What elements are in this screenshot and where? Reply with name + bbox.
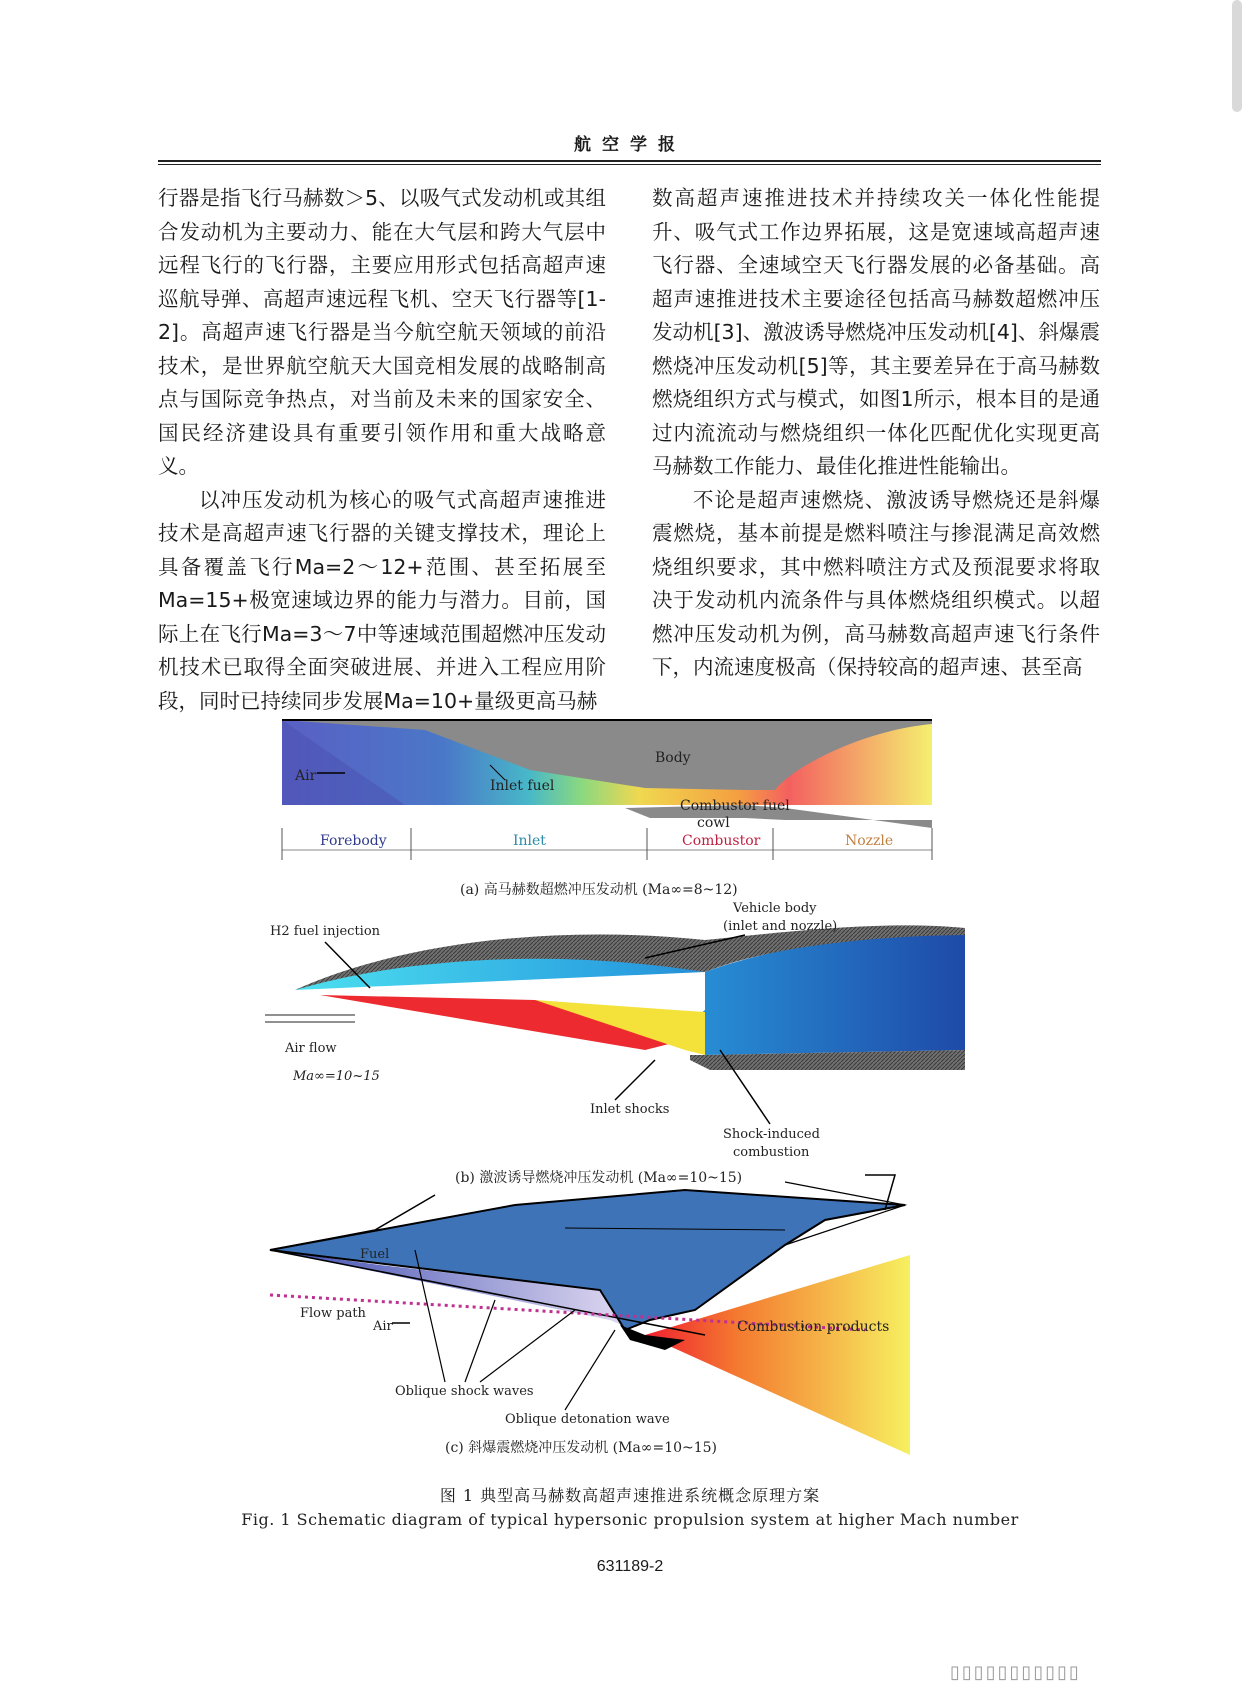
section-inlet: Inlet	[513, 833, 546, 849]
oblique-shock-label: Oblique shock waves	[395, 1384, 534, 1399]
right-column	[652, 182, 1100, 685]
section-combustor: Combustor	[682, 833, 761, 849]
left-column	[158, 182, 606, 718]
page-number: 631189-2	[596, 1558, 664, 1575]
caption-a: (a) 高马赫数超燃冲压发动机 (Ma∞=8~12)	[460, 882, 738, 898]
section-nozzle: Nozzle	[845, 833, 894, 849]
vehicle-body-label: Vehicle body	[733, 901, 817, 916]
air-flow-label: Air flow	[285, 1041, 337, 1056]
panel-a	[282, 720, 932, 898]
cowl-label: cowl	[697, 815, 730, 831]
scrollbar[interactable]	[1232, 0, 1242, 112]
h2-fuel-injection-label: H2 fuel injection	[270, 924, 381, 939]
panel-b	[265, 901, 965, 1186]
header-rule-thin	[158, 164, 1101, 165]
figure-caption-en: Fig. 1 Schematic diagram of typical hypersonic propulsion system at higher Mach number	[241, 1510, 1019, 1529]
panel-c	[270, 1175, 910, 1456]
inlet-fuel-label: Inlet fuel	[490, 778, 555, 794]
shock-induced-label: Shock-induced	[723, 1127, 820, 1142]
combustor-fuel-label: Combustor fuel	[680, 798, 790, 814]
fuel-label-c: Fuel	[360, 1247, 390, 1262]
paragraph: 行器是指飞行马赫数＞5、以吸气式发动机或其组合发动机为主要动力、能在大气层和跨大气层中远程飞行的飞行器，主要应用形式包括高超声速巡航导弹、高超声速远程飞机、空天飞行器等[1-2]。高超声速飞行器是当今航空航天领域的前沿技术，是世界航空航天大国竞相发展的战略制高点与国际竞争热点，对当前及未来的国家安全、国民经济建设具有重要引领作用和重大战略意义。	[158, 186, 606, 478]
journal-header: 航空学报	[574, 135, 686, 155]
body-label: Body	[655, 750, 691, 766]
flow-path-label: Flow path	[300, 1306, 366, 1321]
watermark-dots: ▯▯▯▯▯▯▯▯▯▯▯	[950, 1662, 1081, 1683]
combustion-products-label: Combustion products	[737, 1319, 890, 1335]
vehicle-body-sub-label: (inlet and nozzle)	[723, 919, 838, 934]
combustion-label: combustion	[733, 1145, 810, 1160]
inlet-shocks-label: Inlet shocks	[590, 1102, 670, 1117]
paragraph: 数高超声速推进技术并持续攻关一体化性能提升、吸气式工作边界拓展，这是宽速域高超声速飞行器、全速域空天飞行器发展的必备基础。高超声速推进技术主要途径包括高马赫数超燃冲压发动机[3]、激波诱导燃烧冲压发动机[4]、斜爆震燃烧冲压发动机[5]等，其主要差异在于高马赫数燃烧组织方式与模式，如图1所示，根本目的是通过内流流动与燃烧组织一体化匹配优化实现更高马赫数工作能力、最佳化推进性能输出。	[652, 186, 1100, 478]
air-label-c: Air	[373, 1319, 393, 1334]
figure-1	[265, 710, 995, 1470]
mach-label-b: Ma∞=10~15	[293, 1069, 380, 1084]
caption-b: (b) 激波诱导燃烧冲压发动机 (Ma∞=10~15)	[455, 1170, 743, 1186]
caption-c: (c) 斜爆震燃烧冲压发动机 (Ma∞=10~15)	[445, 1440, 718, 1456]
header-rule	[158, 160, 1101, 162]
oblique-detonation-label: Oblique detonation wave	[505, 1412, 670, 1427]
figure-caption-zh: 图 1 典型高马赫数高超声速推进系统概念原理方案	[439, 1486, 821, 1505]
paragraph: 以冲压发动机为核心的吸气式高超声速推进技术是高超声速飞行器的关键支撑技术，理论上具备覆盖飞行Ma=2～12+范围、甚至拓展至Ma=15+极宽速域边界的能力与潜力。目前，国际上在飞行Ma=3～7中等速域范围超燃冲压发动机技术已取得全面突破进展、并进入工程应用阶段，同时已持续同步发展Ma=10+量级更高马赫	[158, 487, 606, 713]
section-forebody: Forebody	[320, 833, 387, 849]
air-label: Air	[295, 768, 317, 784]
paragraph: 不论是超声速燃烧、激波诱导燃烧还是斜爆震燃烧，基本前提是燃料喷注与掺混满足高效燃烧组织要求，其中燃料喷注方式及预混要求将取决于发动机内流条件与具体燃烧组织模式。以超燃冲压发动机为例，高马赫数高超声速飞行条件下，内流速度极高（保持较高的超声速、甚至高	[652, 487, 1100, 679]
